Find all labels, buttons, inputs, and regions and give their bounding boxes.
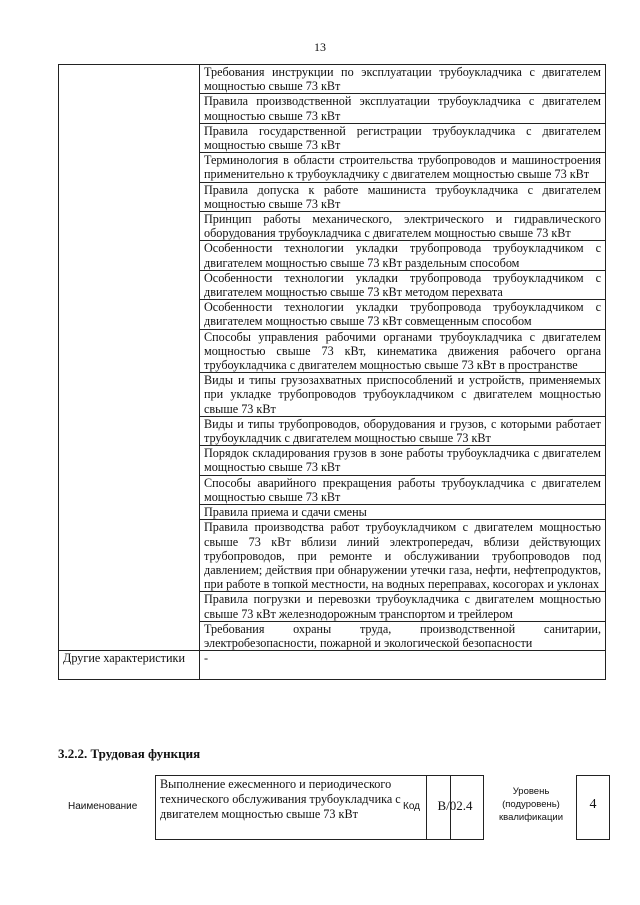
requirement-text: Правила приема и сдачи смены [200, 505, 606, 520]
page-number: 13 [314, 40, 326, 54]
row-label-cell [59, 65, 200, 94]
code-label: Код [403, 801, 421, 812]
row-label-cell [59, 373, 200, 417]
function-code: B/02.4 [426, 775, 484, 840]
labor-function-table [58, 775, 610, 845]
other-characteristics-label: Другие характеристики [59, 651, 200, 680]
row-label-cell [59, 153, 200, 182]
requirement-text: Особенности технологии укладки трубопровода трубоукладчиком с двигателем мощностью свыше 73 кВт раздельным способом [200, 241, 606, 270]
table-row [59, 621, 606, 650]
table-row [59, 300, 606, 329]
level-label: Уровень (подуровень) квалификации [498, 786, 564, 823]
row-label-cell [59, 592, 200, 621]
requirement-text: Особенности технологии укладки трубопровода трубоукладчиком с двигателем мощностью свыше 73 кВт методом перехвата [200, 270, 606, 299]
row-label-cell [59, 520, 200, 592]
table-row [59, 153, 606, 182]
requirement-text: Порядок складирования грузов в зоне работы трубоукладчика с двигателем мощностью свыше 73 кВт [200, 446, 606, 475]
requirement-text: Требования инструкции по эксплуатации трубоукладчика с двигателем мощностью свыше 73 кВт [200, 65, 606, 94]
section-title: 3.2.2. Трудовая функция [58, 746, 201, 761]
table-row [59, 416, 606, 445]
requirement-text: Принцип работы механического, электрического и гидравлического оборудования трубоукладчика с двигателем мощностью свыше 73 кВт [200, 212, 606, 241]
requirement-text: Терминология в области строительства трубопроводов и машиностроения применительно к трубоукладчику с двигателем мощностью свыше 73 кВт [200, 153, 606, 182]
table-row [59, 65, 606, 94]
row-label-cell [59, 505, 200, 520]
row-label-cell [59, 123, 200, 152]
table-row [59, 123, 606, 152]
name-label: Наименование [68, 801, 138, 812]
row-label-cell [59, 300, 200, 329]
requirement-text: Виды и типы грузозахватных приспособлений и устройств, применяемых при укладке трубопроводов трубоукладчиком с двигателем мощностью свыше 73 кВт [200, 373, 606, 417]
row-label-cell [59, 182, 200, 211]
row-label-cell [59, 621, 200, 650]
table-row [59, 94, 606, 123]
table-row [59, 241, 606, 270]
row-label-cell [59, 446, 200, 475]
table-row [59, 373, 606, 417]
requirement-text: Правила государственной регистрации трубоукладчика с двигателем мощностью свыше 73 кВт [200, 123, 606, 152]
table-row [59, 329, 606, 373]
table-row [59, 446, 606, 475]
qualification-level: 4 [576, 775, 610, 840]
function-name: Выполнение ежесменного и периодического технического обслуживания трубоукладчика с двигателем мощностью свыше 73 кВт [155, 775, 451, 840]
knowledge-table [58, 64, 606, 680]
requirement-text: Способы аварийного прекращения работы трубоукладчика с двигателем мощностью свыше 73 кВт [200, 475, 606, 504]
row-label-cell [59, 241, 200, 270]
requirement-text: Особенности технологии укладки трубопровода трубоукладчиком с двигателем мощностью свыше 73 кВт совмещенным способом [200, 300, 606, 329]
table-row [59, 182, 606, 211]
row-label-cell [59, 475, 200, 504]
table-row [59, 505, 606, 520]
requirement-text: Правила производства работ трубоукладчиком с двигателем мощностью свыше 73 кВт вблизи линий электропередач, вблизи действующих трубопроводов, при ремонте и обслуживании трубопроводов под давлением; действия при обнаружении утечки газа, нефти, нефтепродуктов, при работе в топкой местности, на водных переправах, косогорах и уклонах [200, 520, 606, 592]
requirement-text: Правила допуска к работе машиниста трубоукладчика с двигателем мощностью свыше 73 кВт [200, 182, 606, 211]
table-row [59, 270, 606, 299]
row-label-cell [59, 94, 200, 123]
row-label-cell [59, 212, 200, 241]
requirement-text: Способы управления рабочими органами трубоукладчика с двигателем мощностью свыше 73 кВт, кинематика движения рабочего органа трубоукладчика с двигателем мощностью свыше 73 кВт в пространстве [200, 329, 606, 373]
table-row [59, 475, 606, 504]
table-row-other [59, 651, 606, 680]
requirement-text: Правила производственной эксплуатации трубоукладчика с двигателем мощностью свыше 73 кВт [200, 94, 606, 123]
table-row [59, 520, 606, 592]
table-row [59, 592, 606, 621]
table-row [59, 212, 606, 241]
row-label-cell [59, 329, 200, 373]
requirement-text: Требования охраны труда, производственной санитарии, электробезопасности, пожарной и экологической безопасности [200, 621, 606, 650]
row-label-cell [59, 416, 200, 445]
requirement-text: Виды и типы трубопроводов, оборудования и грузов, с которыми работает трубоукладчик с двигателем мощностью свыше 73 кВт [200, 416, 606, 445]
other-characteristics-value: - [200, 651, 606, 680]
requirement-text: Правила погрузки и перевозки трубоукладчика с двигателем мощностью свыше 73 кВт железнодорожным транспортом и трейлером [200, 592, 606, 621]
row-label-cell [59, 270, 200, 299]
